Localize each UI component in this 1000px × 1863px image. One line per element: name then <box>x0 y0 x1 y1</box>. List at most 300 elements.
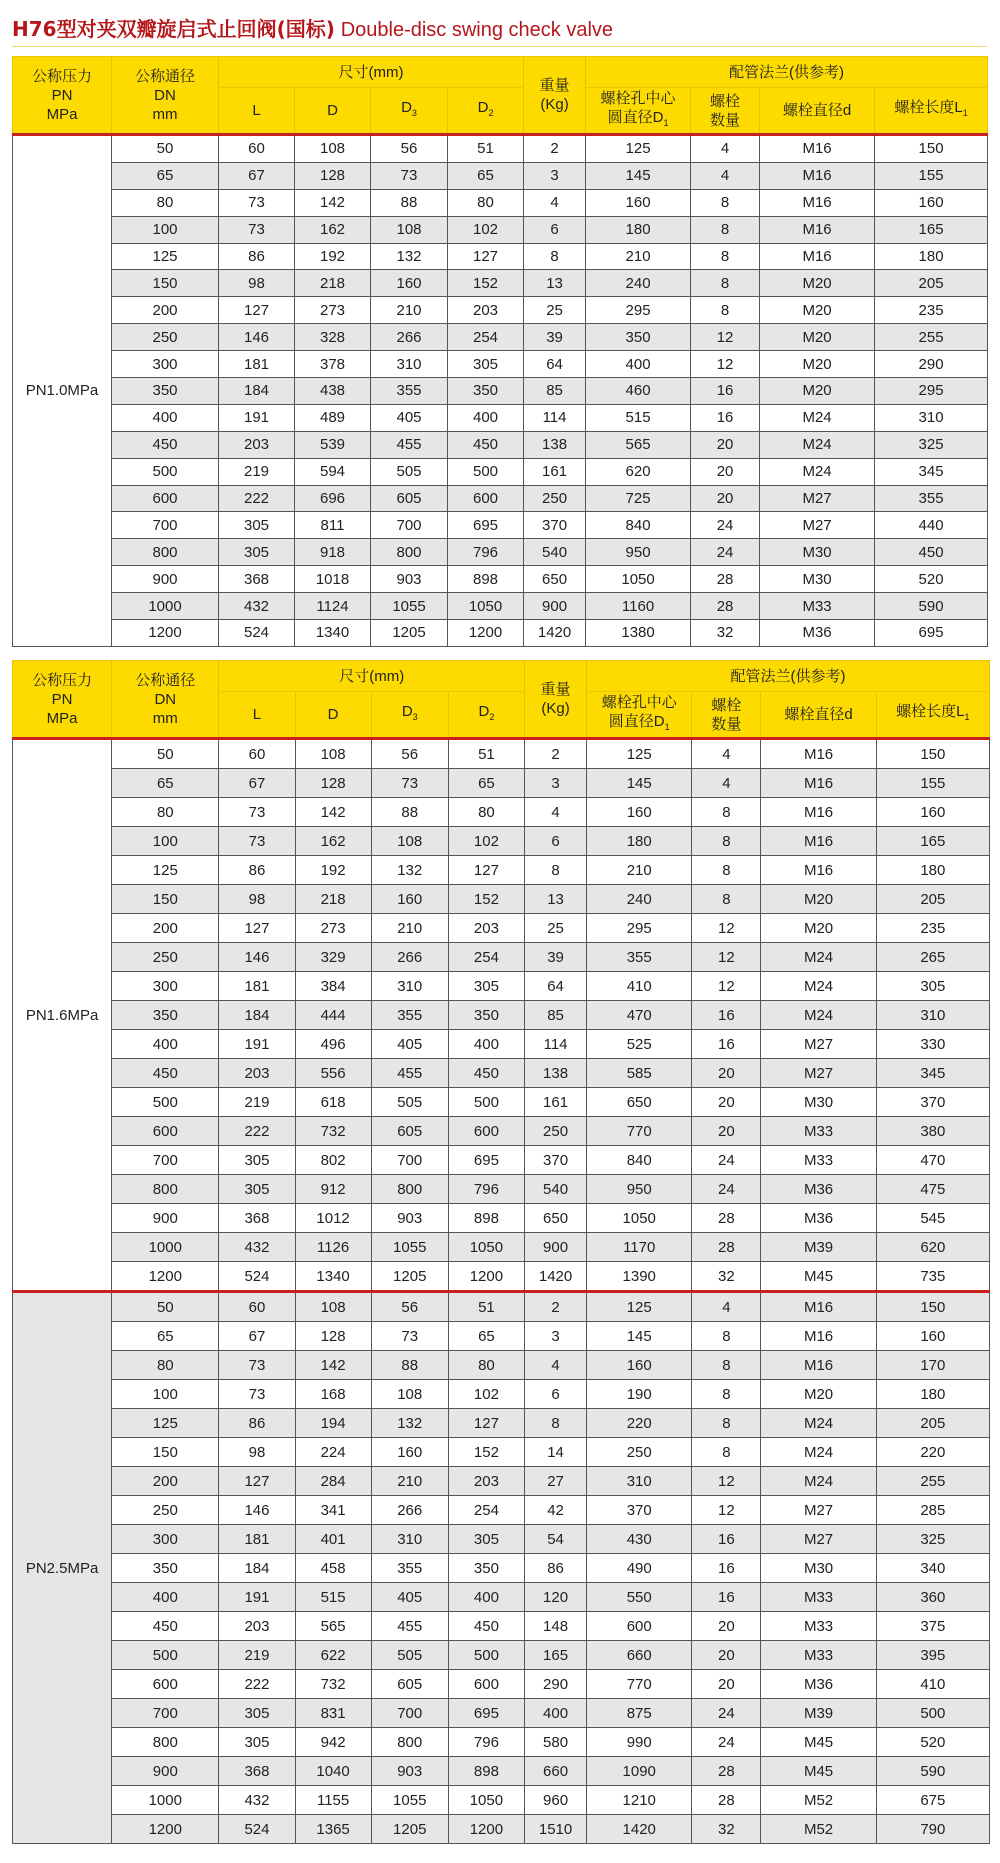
table-cell: 1000 <box>112 1233 219 1262</box>
header-diameter-unit: mm <box>152 709 178 727</box>
table-cell: 88 <box>371 189 448 216</box>
table-cell: 16 <box>691 404 760 431</box>
table-cell: 108 <box>295 739 371 769</box>
table-cell: 273 <box>295 297 371 324</box>
table-cell: 240 <box>586 270 691 297</box>
table-cell: 580 <box>525 1728 587 1757</box>
table-cell: 150 <box>112 270 219 297</box>
table-cell: 24 <box>692 1175 761 1204</box>
table-row <box>13 1641 990 1670</box>
header-weight <box>524 57 586 135</box>
table-cell: 127 <box>448 1409 524 1438</box>
table-row <box>13 1059 990 1088</box>
table-row <box>13 431 988 458</box>
spec-table-pn16-pn25 <box>12 660 990 1844</box>
table-cell: 341 <box>295 1496 371 1525</box>
table-row <box>13 404 988 431</box>
header-col-D2 <box>448 88 524 135</box>
table-cell: 16 <box>692 1525 761 1554</box>
table-cell: 210 <box>587 856 692 885</box>
table-cell: M16 <box>761 798 876 827</box>
table-cell: 345 <box>876 1059 989 1088</box>
table-cell: M16 <box>761 1292 876 1322</box>
table-row <box>13 943 990 972</box>
table-cell: 370 <box>876 1088 989 1117</box>
table-row <box>13 1146 990 1175</box>
table-cell: 525 <box>587 1030 692 1059</box>
table-cell: 1050 <box>448 593 524 620</box>
table-cell: 4 <box>525 798 587 827</box>
table-cell: 180 <box>587 827 692 856</box>
table-cell: 700 <box>371 512 448 539</box>
table-cell: 222 <box>219 1670 295 1699</box>
header-bolt-diameter: 螺栓直径d <box>760 88 875 135</box>
table-cell: 432 <box>219 1233 295 1262</box>
table-cell: 695 <box>448 1146 524 1175</box>
table-cell: 600 <box>448 1117 524 1146</box>
header-col-D2-base: D <box>477 99 489 116</box>
table-cell: 108 <box>295 1292 371 1322</box>
table-cell: 600 <box>112 1670 219 1699</box>
table-cell: 325 <box>875 431 988 458</box>
header-pressure <box>13 661 112 739</box>
table-cell: 12 <box>692 1467 761 1496</box>
table-cell: 350 <box>112 1554 219 1583</box>
table-cell: 235 <box>876 914 989 943</box>
table-cell: M16 <box>761 856 876 885</box>
header-weight-unit: (Kg) <box>540 96 569 113</box>
table-cell: 165 <box>876 827 989 856</box>
table-cell: 800 <box>112 1175 219 1204</box>
table-cell: 16 <box>692 1583 761 1612</box>
table-cell: 1200 <box>448 1815 524 1844</box>
table-cell: 80 <box>448 1351 524 1380</box>
table-cell: 220 <box>876 1438 989 1467</box>
table-cell: 790 <box>876 1815 989 1844</box>
table-cell: 520 <box>875 566 988 593</box>
table-cell: 86 <box>219 856 295 885</box>
table-cell: 132 <box>371 856 448 885</box>
table-row <box>13 351 988 378</box>
table-cell: 800 <box>371 1175 448 1204</box>
table-cell: 250 <box>587 1438 692 1467</box>
table-cell: 65 <box>448 1322 524 1351</box>
header-diameter-dn: DN <box>154 690 177 708</box>
table-cell: 218 <box>295 885 371 914</box>
table-row <box>13 297 988 324</box>
table-cell: 1200 <box>112 1262 219 1292</box>
table-cell: 12 <box>692 914 761 943</box>
table-cell: 600 <box>448 1670 524 1699</box>
table-cell: 255 <box>875 324 988 351</box>
table-cell: M16 <box>760 135 875 163</box>
table-cell: 24 <box>692 1728 761 1757</box>
table-cell: 585 <box>587 1059 692 1088</box>
table-cell: M30 <box>761 1554 876 1583</box>
table-cell: 470 <box>587 1001 692 1030</box>
table-cell: 490 <box>587 1554 692 1583</box>
table-cell: 50 <box>112 739 219 769</box>
table-cell: 266 <box>371 1496 448 1525</box>
table-cell: 160 <box>586 189 691 216</box>
table-cell: 8 <box>524 243 586 270</box>
table-cell: 500 <box>448 458 524 485</box>
table-cell: 800 <box>371 1728 448 1757</box>
table-cell: 203 <box>448 1467 524 1496</box>
table-cell: 700 <box>112 512 219 539</box>
table-cell: 650 <box>525 1204 587 1233</box>
table-cell: 660 <box>525 1757 587 1786</box>
table-row <box>13 1699 990 1728</box>
table-cell: 160 <box>876 798 989 827</box>
table-cell: 50 <box>112 135 219 163</box>
table-cell: 796 <box>448 539 524 566</box>
table-cell: 200 <box>112 1467 219 1496</box>
table-cell: 770 <box>587 1670 692 1699</box>
table-cell: 150 <box>876 1292 989 1322</box>
table-cell: 4 <box>692 1292 761 1322</box>
table-cell: 88 <box>371 1351 448 1380</box>
table-cell: 600 <box>587 1612 692 1641</box>
table-cell: 305 <box>219 1175 295 1204</box>
table-cell: 39 <box>525 943 587 972</box>
table-cell: 305 <box>448 972 524 1001</box>
table-cell: 600 <box>112 1117 219 1146</box>
header-weight <box>525 661 587 739</box>
table-cell: 184 <box>219 378 295 405</box>
table-cell: 200 <box>112 914 219 943</box>
header-bolt-circle-base: 圆直径D <box>608 712 665 730</box>
table-cell: 250 <box>112 324 219 351</box>
table-cell: 305 <box>448 351 524 378</box>
table-row <box>13 914 990 943</box>
table-cell: 181 <box>219 972 295 1001</box>
header-bolt-circle-sub: 1 <box>663 117 669 128</box>
spec-table-pn10 <box>12 56 988 647</box>
table-cell: 540 <box>525 1175 587 1204</box>
table-cell: 470 <box>876 1146 989 1175</box>
table-cell: M16 <box>761 1351 876 1380</box>
table-cell: 1000 <box>112 593 219 620</box>
table-cell: 1050 <box>448 1786 524 1815</box>
table-cell: 150 <box>112 885 219 914</box>
table-cell: 410 <box>876 1670 989 1699</box>
table-cell: M39 <box>761 1699 876 1728</box>
table-cell: 4 <box>691 135 760 163</box>
table-cell: 370 <box>525 1146 587 1175</box>
header-col-D3 <box>371 88 448 135</box>
table-cell: 146 <box>219 324 295 351</box>
table-cell: 73 <box>219 189 295 216</box>
table-cell: 310 <box>876 1001 989 1030</box>
table-row <box>13 769 990 798</box>
table-cell: 500 <box>112 1641 219 1670</box>
table-cell: 8 <box>692 827 761 856</box>
table-cell: 550 <box>587 1583 692 1612</box>
table-cell: M33 <box>761 1146 876 1175</box>
table-cell: 875 <box>587 1699 692 1728</box>
table-cell: 2 <box>524 135 586 163</box>
table-cell: 254 <box>448 1496 524 1525</box>
table-cell: M33 <box>761 1641 876 1670</box>
table-cell: 802 <box>295 1146 371 1175</box>
table-cell: M20 <box>761 885 876 914</box>
table-cell: 102 <box>448 1380 524 1409</box>
header-bolt-count-l2: 数量 <box>711 715 742 733</box>
table-cell: 432 <box>219 593 295 620</box>
table-row <box>13 593 988 620</box>
table-cell: 355 <box>371 378 448 405</box>
table-cell: 218 <box>295 270 371 297</box>
table-cell: 170 <box>876 1351 989 1380</box>
table-cell: 80 <box>448 189 524 216</box>
table-cell: 73 <box>219 1351 295 1380</box>
table-cell: 142 <box>295 189 371 216</box>
table-cell: 16 <box>692 1030 761 1059</box>
table-row <box>13 1292 990 1322</box>
table-cell: 39 <box>524 324 586 351</box>
title-chinese: H76型对夹双瓣旋启式止回阀(国标) <box>12 17 335 41</box>
table-row <box>13 1233 990 1262</box>
header-col-D2-sub: 2 <box>489 712 495 722</box>
table-cell: 210 <box>371 297 448 324</box>
table-row <box>13 1786 990 1815</box>
table-cell: 98 <box>219 1438 295 1467</box>
table-cell: 310 <box>875 404 988 431</box>
table-cell: 840 <box>587 1146 692 1175</box>
table-cell: M24 <box>760 431 875 458</box>
table-cell: 155 <box>875 162 988 189</box>
table-cell: M33 <box>761 1117 876 1146</box>
table-cell: 125 <box>112 243 219 270</box>
table-row <box>13 1001 990 1030</box>
table-cell: 796 <box>448 1175 524 1204</box>
table-row <box>13 1438 990 1467</box>
table-cell: 500 <box>112 458 219 485</box>
table-cell: 65 <box>112 769 219 798</box>
table-cell: 290 <box>875 351 988 378</box>
table-cell: 295 <box>875 378 988 405</box>
table-cell: 16 <box>691 378 760 405</box>
table-cell: 295 <box>586 297 691 324</box>
table-header <box>13 661 990 739</box>
table-cell: 265 <box>876 943 989 972</box>
table-row <box>13 539 988 566</box>
table-cell: 4 <box>692 769 761 798</box>
table-cell: 165 <box>875 216 988 243</box>
table-cell: 300 <box>112 351 219 378</box>
header-bolt-count-l1: 螺栓 <box>710 92 741 110</box>
table-cell: 28 <box>692 1786 761 1815</box>
table-cell: 60 <box>219 1292 295 1322</box>
header-bolt-count-l1: 螺栓 <box>711 696 742 714</box>
table-cell: 430 <box>587 1525 692 1554</box>
table-cell: 8 <box>692 1380 761 1409</box>
table-cell: 205 <box>875 270 988 297</box>
header-bolt-circle <box>586 88 691 135</box>
table-cell: 903 <box>371 1757 448 1786</box>
table-cell: 405 <box>371 404 448 431</box>
table-cell: 127 <box>448 856 524 885</box>
table-cell: 594 <box>295 458 371 485</box>
table-cell: 455 <box>371 431 448 458</box>
table-cell: 162 <box>295 216 371 243</box>
table-cell: 138 <box>525 1059 587 1088</box>
table-cell: 86 <box>525 1554 587 1583</box>
table-cell: 370 <box>587 1496 692 1525</box>
table-cell: 1170 <box>587 1233 692 1262</box>
table-cell: 438 <box>295 378 371 405</box>
table-cell: 650 <box>524 566 586 593</box>
table-row <box>13 1030 990 1059</box>
table-cell: 1510 <box>525 1815 587 1844</box>
table-cell: 165 <box>525 1641 587 1670</box>
table-cell: 73 <box>219 1380 295 1409</box>
table-cell: 65 <box>448 162 524 189</box>
table-cell: 146 <box>219 1496 295 1525</box>
table-cell: M20 <box>761 914 876 943</box>
table-cell: 305 <box>876 972 989 1001</box>
table-row <box>13 1409 990 1438</box>
table-cell: 250 <box>112 1496 219 1525</box>
table-cell: M16 <box>761 1322 876 1351</box>
table-cell: 56 <box>371 1292 448 1322</box>
table-cell: 145 <box>587 1322 692 1351</box>
table-cell: 132 <box>371 1409 448 1438</box>
table-cell: 160 <box>371 1438 448 1467</box>
table-row <box>13 1204 990 1233</box>
table-cell: 505 <box>371 458 448 485</box>
table-cell: 540 <box>524 539 586 566</box>
table-cell: 1200 <box>448 620 524 647</box>
table-cell: M16 <box>760 216 875 243</box>
table-cell: 88 <box>371 798 448 827</box>
header-bolt-circle-sub: 1 <box>664 721 670 732</box>
header-col-D: D <box>295 692 371 739</box>
table-cell: 160 <box>587 1351 692 1380</box>
table-cell: M24 <box>761 1001 876 1030</box>
table-cell: 368 <box>219 1757 295 1786</box>
table-cell: 912 <box>295 1175 371 1204</box>
table-cell: 150 <box>876 739 989 769</box>
table-cell: 918 <box>295 539 371 566</box>
table-row <box>13 216 988 243</box>
table-cell: 350 <box>586 324 691 351</box>
table-cell: 8 <box>692 885 761 914</box>
table-cell: 24 <box>692 1699 761 1728</box>
table-cell: 240 <box>587 885 692 914</box>
table-cell: M16 <box>761 827 876 856</box>
table-cell: 86 <box>219 243 295 270</box>
table-cell: 20 <box>692 1088 761 1117</box>
table-cell: 600 <box>112 485 219 512</box>
table-cell: M24 <box>761 1467 876 1496</box>
table-cell: 355 <box>875 485 988 512</box>
pressure-class-label: PN1.0MPa <box>13 135 112 647</box>
table-row <box>13 378 988 405</box>
table-cell: 400 <box>112 404 219 431</box>
table-cell: 205 <box>876 1409 989 1438</box>
table-cell: 3 <box>525 769 587 798</box>
table-cell: 565 <box>295 1612 371 1641</box>
table-cell: 12 <box>691 351 760 378</box>
table-cell: 114 <box>524 404 586 431</box>
table-cell: 732 <box>295 1670 371 1699</box>
table-cell: 400 <box>448 404 524 431</box>
table-row <box>13 1815 990 1844</box>
table-row <box>13 270 988 297</box>
table-cell: 210 <box>586 243 691 270</box>
table-cell: 184 <box>219 1554 295 1583</box>
table-cell: 114 <box>525 1030 587 1059</box>
table-cell: 28 <box>692 1757 761 1786</box>
table-cell: 725 <box>586 485 691 512</box>
table-cell: 1340 <box>295 1262 371 1292</box>
table-cell: 1420 <box>587 1815 692 1844</box>
table-cell: 4 <box>525 1351 587 1380</box>
table-cell: 125 <box>112 856 219 885</box>
table-cell: 13 <box>524 270 586 297</box>
table-cell: 410 <box>587 972 692 1001</box>
table-cell: M20 <box>760 324 875 351</box>
table-cell: 384 <box>295 972 371 1001</box>
table-cell: 8 <box>691 297 760 324</box>
table-cell: 180 <box>876 856 989 885</box>
table-cell: 16 <box>692 1001 761 1030</box>
table-cell: M24 <box>761 1409 876 1438</box>
table-cell: 290 <box>525 1670 587 1699</box>
table-cell: 310 <box>371 351 448 378</box>
table-cell: 898 <box>448 566 524 593</box>
table-cell: 360 <box>876 1583 989 1612</box>
table-cell: 200 <box>112 297 219 324</box>
table-cell: 8 <box>525 856 587 885</box>
header-bolt-diameter: 螺栓直径d <box>761 692 876 739</box>
table-cell: 840 <box>586 512 691 539</box>
table-cell: M24 <box>760 458 875 485</box>
table-cell: 903 <box>371 1204 448 1233</box>
table-cell: 622 <box>295 1641 371 1670</box>
table-cell: 735 <box>876 1262 989 1292</box>
table-cell: 32 <box>691 620 760 647</box>
table-cell: 220 <box>587 1409 692 1438</box>
header-size-group: 尺寸(mm) <box>219 661 525 692</box>
table-cell: M36 <box>761 1175 876 1204</box>
header-bolt-circle-l1: 螺栓孔中心 <box>600 89 676 107</box>
pressure-class-label: PN2.5MPa <box>13 1292 112 1844</box>
table-cell: 24 <box>691 539 760 566</box>
header-bolt-length-sub: 1 <box>962 108 968 118</box>
table-cell: 1160 <box>586 593 691 620</box>
table-cell: 395 <box>876 1641 989 1670</box>
table-row <box>13 1175 990 1204</box>
table-cell: 142 <box>295 1351 371 1380</box>
table-cell: 32 <box>692 1262 761 1292</box>
table-cell: 266 <box>371 943 448 972</box>
table-cell: 73 <box>371 769 448 798</box>
table-cell: M30 <box>760 566 875 593</box>
table-row <box>13 1351 990 1380</box>
table-cell: 695 <box>875 620 988 647</box>
table-cell: 100 <box>112 827 219 856</box>
table-cell: 450 <box>112 1612 219 1641</box>
header-diameter <box>112 57 219 135</box>
table-cell: 152 <box>448 270 524 297</box>
table-cell: 770 <box>587 1117 692 1146</box>
table-cell: 146 <box>219 943 295 972</box>
table-cell: 16 <box>692 1554 761 1583</box>
table-cell: 108 <box>371 1380 448 1409</box>
